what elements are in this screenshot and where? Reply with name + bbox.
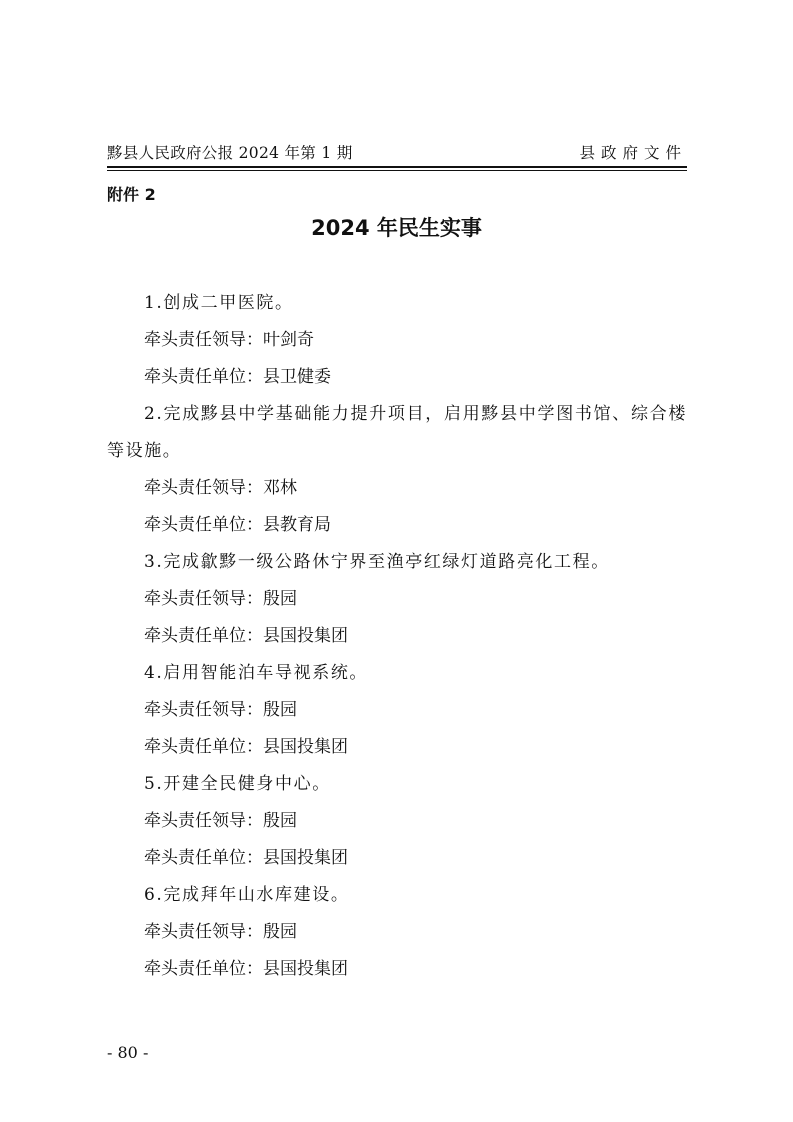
bulletin-issue-label: 黟县人民政府公报 2024 年第 1 期	[107, 144, 353, 162]
item-1-leader: 牵头责任领导：叶剑奇	[144, 330, 314, 350]
page-header	[107, 139, 687, 165]
item-5-unit: 牵头责任单位：县国投集团	[144, 848, 348, 868]
item-4-unit: 牵头责任单位：县国投集团	[144, 737, 348, 757]
item-3-leader: 牵头责任领导：殷园	[144, 589, 297, 609]
attachment-label: 附件 2	[107, 185, 156, 204]
item-2-text-line-2: 等设施。	[107, 441, 182, 461]
item-3-text: 3.完成歙黟一级公路休宁界至渔亭红绿灯道路亮化工程。	[144, 552, 610, 572]
item-5-leader: 牵头责任领导：殷园	[144, 811, 297, 831]
item-list	[107, 285, 687, 988]
page-title: 2024 年民生实事	[311, 216, 482, 240]
item-2-unit: 牵头责任单位：县教育局	[144, 515, 331, 535]
item-2-text-line-1: 2.完成黟县中学基础能力提升项目，启用黟县中学图书馆、综合楼	[144, 404, 687, 424]
item-6-unit: 牵头责任单位：县国投集团	[144, 959, 348, 979]
item-4-text: 4.启用智能泊车导视系统。	[144, 663, 369, 683]
page-number: - 80 -	[107, 1043, 149, 1062]
item-1-text: 1.创成二甲医院。	[144, 293, 294, 313]
item-3-unit: 牵头责任单位：县国投集团	[144, 626, 348, 646]
section-label: 县政府文件	[579, 144, 687, 162]
item-2-leader: 牵头责任领导：邓林	[144, 478, 297, 498]
item-1-unit: 牵头责任单位：县卫健委	[144, 367, 331, 387]
item-6-leader: 牵头责任领导：殷园	[144, 922, 297, 942]
header-rule-thin	[107, 170, 687, 171]
item-6-text: 6.完成拜年山水库建设。	[144, 885, 350, 905]
item-4-leader: 牵头责任领导：殷园	[144, 700, 297, 720]
header-rule-thick	[107, 166, 687, 168]
item-5-text: 5.开建全民健身中心。	[144, 774, 331, 794]
